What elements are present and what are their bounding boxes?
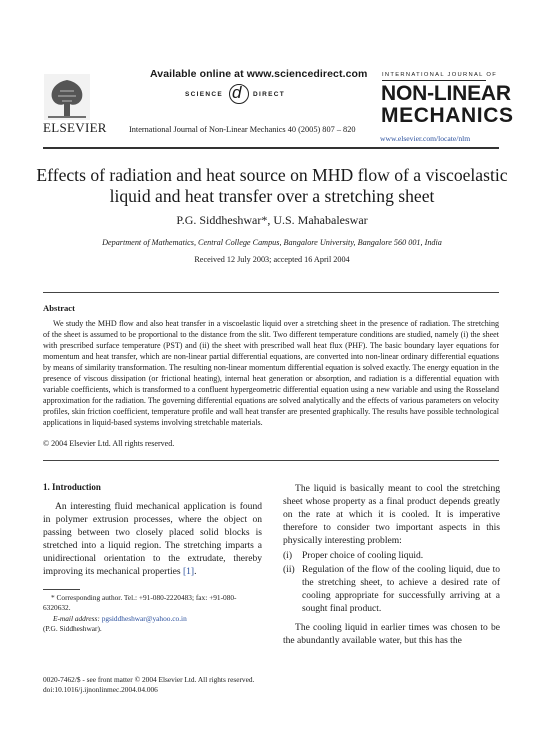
front-matter-line: 0020-7462/$ - see front matter © 2004 Elsevier Ltd. All rights reserved. <box>43 675 255 684</box>
received-dates: Received 12 July 2003; accepted 16 April 2004 <box>194 255 350 264</box>
direct-word: DIRECT <box>253 91 285 98</box>
author-affiliation: Department of Mathematics, Central College Campus, Bangalore University, Bangalore 560 001, India <box>102 238 442 247</box>
list-item: (i) Proper choice of cooling liquid. <box>283 550 424 562</box>
intro-paragraph: An interesting fluid mechanical application is found in polymer extrusion processes, where the object on passing between two closely placed solid blocks is stretched into a liquid region. The stretching imparts a unidirectional orientation to the extrudate, thereby improving its mechanical properties [1]. <box>43 501 262 578</box>
right-paragraph-1: The liquid is basically meant to cool the stretching sheet whose property as a final product depends greatly on the rate at which it is cooled. It is imperative therefore to consider two important aspects in this physically interesting problem: <box>283 483 500 547</box>
publisher-name: ELSEVIER <box>43 120 107 135</box>
footnote-email-line: E-mail address: pgsiddheshwar@yahoo.co.in <box>53 613 187 623</box>
author-email-link[interactable]: pgsiddheshwar@yahoo.co.in <box>101 613 187 623</box>
title-line2: liquid and heat transfer over a stretching sheet <box>109 186 435 206</box>
footnote-divider <box>43 589 80 590</box>
sciencedirect-logo <box>185 84 295 106</box>
journal-title-line1: NON-LINEAR <box>381 82 511 105</box>
footnote-email-owner: (P.G. Siddheshwar). <box>43 623 102 633</box>
doi-line: doi:10.1016/j.ijnonlinmec.2004.04.006 <box>43 685 158 695</box>
doi-block <box>43 675 254 696</box>
article-title <box>30 165 514 207</box>
list-item: (ii) Regulation of the flow of the cooling liquid, due to the stretching sheet, to achieve a desired rate of cooling appropriate for successfully arriving at a sought final product. <box>283 563 500 614</box>
footnote-corresponding: * Corresponding author. Tel.: +91-080-2220483; fax: +91-080-6320632. <box>43 593 237 613</box>
abstract-heading: Abstract <box>43 303 75 313</box>
header-divider <box>43 147 499 149</box>
journal-reference: International Journal of Non-Linear Mechanics 40 (2005) 807 – 820 <box>129 125 356 134</box>
citation-link[interactable]: [1] <box>182 566 195 578</box>
abstract-top-divider <box>43 292 499 293</box>
abstract-text: We study the MHD flow and also heat transfer in a viscoelastic liquid over a stretching sheet in the presence of radiation. The stretching of the sheet is assumed to be proportional to the distance from the slit. Two different temperature conditions are studied, namely (i) the sheet with prescribed surface temperature (PST) and (ii) the sheet with prescribed wall heat flux (PHF). The basic boundary layer equations for momentum and heat transfer, which are non-linear partial differential equations, are converted into non-linear ordinary differential equations by means of similarity transformation. The resulting non-linear momentum differential equation is solved exactly. The energy equation in the presence of viscous dissipation (or frictional heating), internal heat generation or absorption, and radiation is a differential equation with variable coefficients, which is transformed to a confluent hypergeometric differential equation using a new variable and using the Rosseland approximation for the radiation. The governing differential equations are solved analytically and the effects of various parameters on velocity profiles, skin friction coefficient, temperature profile and wall heat transfer are presented graphically. The results have possible technological applications in liquid-based systems involving stretchable materials. <box>43 319 499 427</box>
right-column <box>283 482 500 647</box>
at-circle-icon: d <box>229 84 249 104</box>
science-word: SCIENCE <box>185 91 223 98</box>
sciencedirect-availability: Available online at www.sciencedirect.com <box>150 68 368 80</box>
journal-url-link[interactable]: www.elsevier.com/locate/nlm <box>380 134 471 143</box>
section-heading: 1. Introduction <box>43 482 101 492</box>
abstract-bottom-divider <box>43 460 499 461</box>
title-line1: Effects of radiation and heat source on MHD flow of a viscoelastic <box>36 165 508 185</box>
abstract-copyright: © 2004 Elsevier Ltd. All rights reserved. <box>43 439 175 448</box>
elsevier-tree-logo-icon <box>44 74 90 120</box>
journal-title-line2: MECHANICS <box>381 104 514 127</box>
problem-aspects-list <box>283 549 500 614</box>
journal-small-title: INTERNATIONAL JOURNAL OF <box>382 72 498 78</box>
masthead-rule <box>382 80 486 81</box>
right-paragraph-2: The cooling liquid in earlier times was chosen to be the abundantly available water, but this has the <box>283 621 500 647</box>
footnote <box>43 593 262 634</box>
article-authors: P.G. Siddheshwar*, U.S. Mahabaleswar <box>176 213 368 227</box>
